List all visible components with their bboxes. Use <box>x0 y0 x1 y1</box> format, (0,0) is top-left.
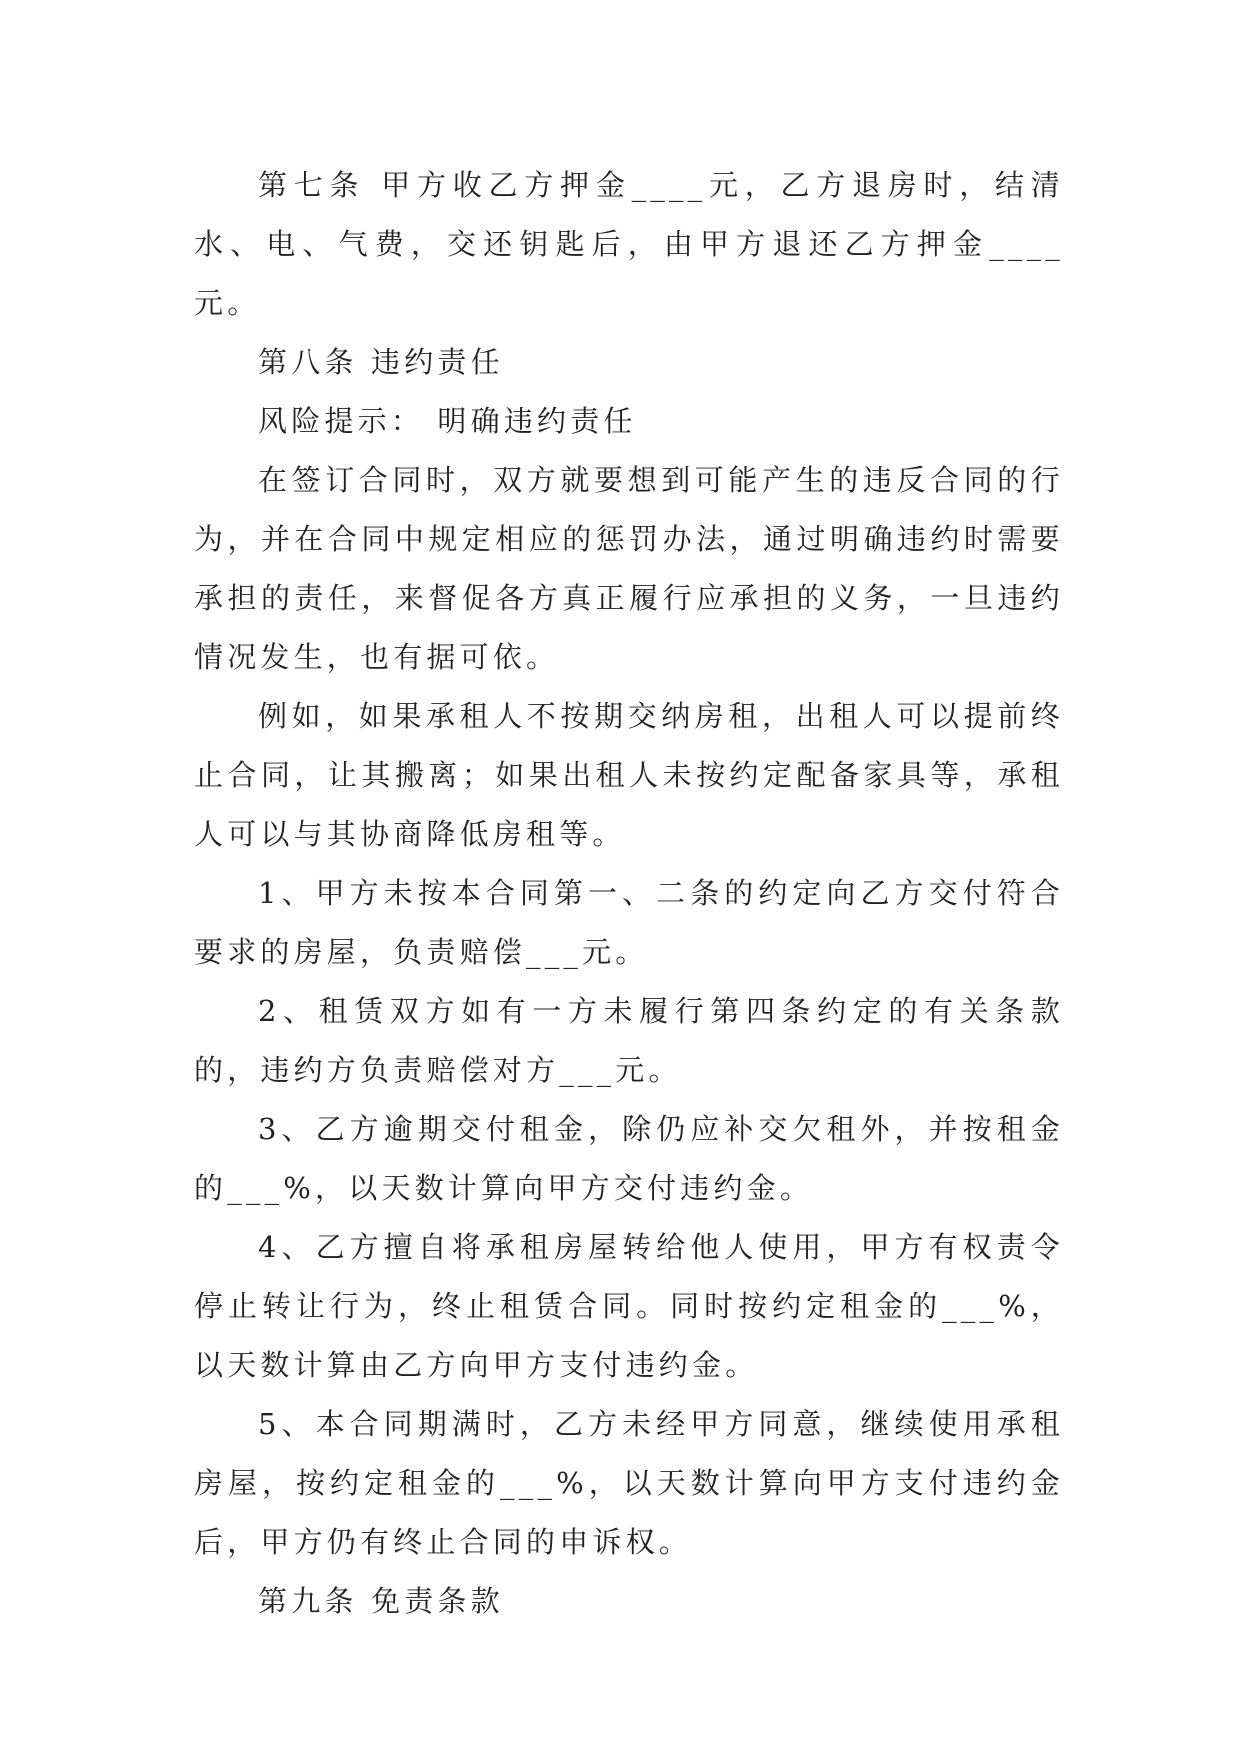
article-7-deposit: 第七条 甲方收乙方押金____元，乙方退房时，结清水、电、气费，交还钥匙后，由甲方退还乙方押金____元。 <box>194 168 1064 320</box>
article-8-heading: 第八条 违约责任 <box>258 345 504 379</box>
document-body <box>194 156 1064 1631</box>
risk-tip-heading: 风险提示： 明确违约责任 <box>258 404 637 438</box>
clause-2: 2、租赁双方如有一方未履行第四条约定的有关条款的，违约方负责赔偿对方___元。 <box>194 994 1064 1087</box>
clause-1: 1、甲方未按本合同第一、二条的约定向乙方交付符合要求的房屋，负责赔偿___元。 <box>194 876 1064 969</box>
clause-3: 3、乙方逾期交付租金，除仍应补交欠租外，并按租金的___%，以天数计算向甲方交付违约金。 <box>194 1112 1064 1205</box>
article-9-heading: 第九条 免责条款 <box>258 1584 504 1618</box>
risk-tip-paragraph: 在签订合同时，双方就要想到可能产生的违反合同的行为，并在合同中规定相应的惩罚办法，通过明确违约时需要承担的责任，来督促各方真正履行应承担的义务，一旦违约情况发生，也有据可依。 <box>194 463 1064 674</box>
example-paragraph: 例如，如果承租人不按期交纳房租，出租人可以提前终止合同，让其搬离；如果出租人未按约定配备家具等，承租人可以与其协商降低房租等。 <box>194 699 1064 851</box>
clause-5: 5、本合同期满时，乙方未经甲方同意，继续使用承租房屋，按约定租金的___%，以天数计算向甲方支付违约金后，甲方仍有终止合同的申诉权。 <box>194 1407 1064 1559</box>
clause-4: 4、乙方擅自将承租房屋转给他人使用，甲方有权责令停止转让行为，终止租赁合同。同时按约定租金的___%，以天数计算由乙方向甲方支付违约金。 <box>194 1230 1064 1382</box>
